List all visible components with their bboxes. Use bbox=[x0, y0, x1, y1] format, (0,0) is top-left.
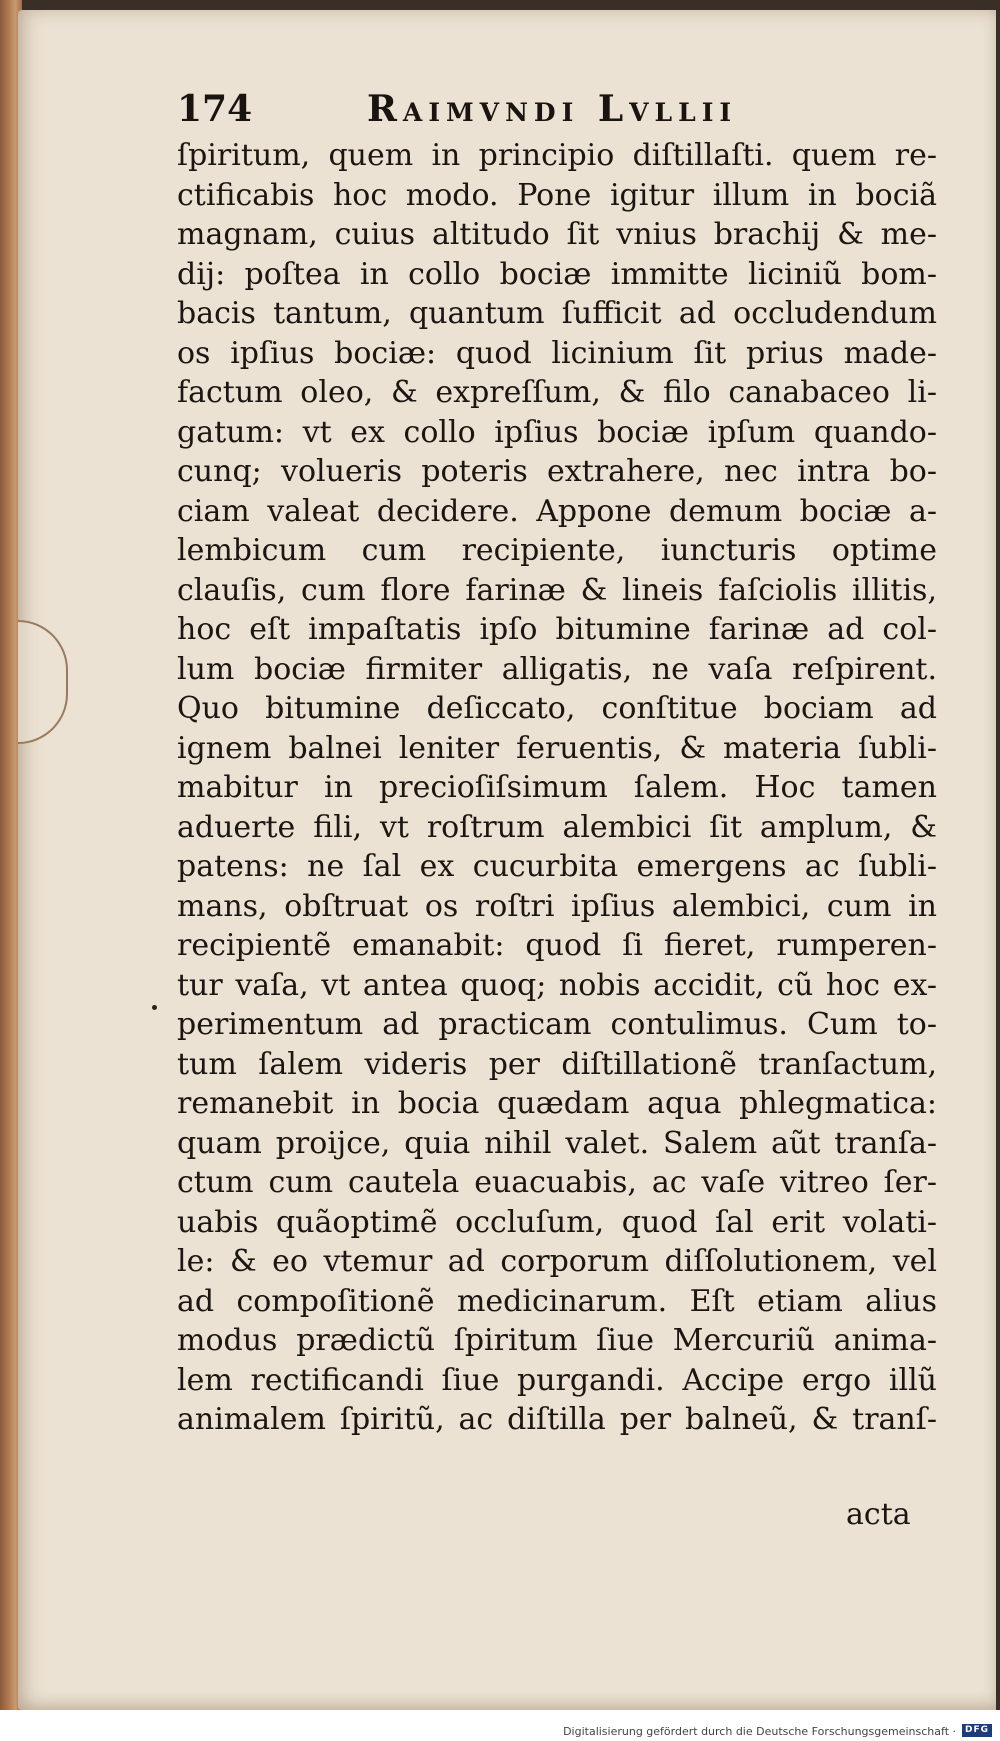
text-line: lem rectificandi ſiue purgandi. Accipe ergo illũ bbox=[177, 1362, 937, 1398]
text-line: bacis tantum, quantum ſufficit ad occludendum bbox=[177, 296, 937, 331]
text-line: ignem balnei leniter feruentis, & materia ſubli- bbox=[177, 730, 937, 766]
text-line: patens: ne ſal ex cucurbita emergens ac ſubli- bbox=[177, 849, 937, 884]
running-title: Raimvndi Lvllii bbox=[367, 88, 738, 130]
text-line: uabis quãoptimẽ occluſum, quod ſal erit volati- bbox=[177, 1204, 937, 1240]
text-line: recipientẽ emanabit: quod ſi fieret, rumperen- bbox=[177, 928, 937, 963]
text-line: cunq; volueris poteris extrahere, nec intra bo- bbox=[177, 454, 937, 489]
text-line: ſpiritum, quem in principio diſtillaſti. quem re- bbox=[177, 138, 937, 173]
page-tab-marker bbox=[18, 620, 68, 744]
text-line: lembicum cum recipiente, iuncturis optime bbox=[177, 533, 937, 568]
digitization-credit: Digitalisierung gefördert durch die Deutsche Forschungsgemeinschaft · bbox=[563, 1725, 956, 1738]
text-line: perimentum ad practicam contulimus. Cum to- bbox=[177, 1007, 937, 1042]
text-line: ctificabis hoc modo. Pone igitur illum in bociã bbox=[177, 177, 937, 213]
text-line: quam proijce, quia nihil valet. Salem aũt tranſa- bbox=[177, 1125, 937, 1161]
text-line: le: & eo vtemur ad corporum diſſolutionem, vel bbox=[177, 1244, 937, 1279]
text-line: modus prædictũ ſpiritum ſiue Mercuriũ anima- bbox=[177, 1323, 937, 1358]
text-line: lum bociæ firmiter alligatis, ne vaſa reſpirent. bbox=[177, 651, 937, 687]
dfg-logo: DFG bbox=[962, 1724, 992, 1737]
text-line: mans, obſtruat os roſtri ipſius alembici, cum in bbox=[177, 888, 937, 924]
margin-mark bbox=[152, 1005, 157, 1010]
text-line: aduerte fili, vt roſtrum alembici ſit amplum, & bbox=[177, 809, 937, 845]
text-line: tum ſalem videris per diſtillationẽ tranſactum, bbox=[177, 1046, 937, 1082]
text-line: os ipſius bociæ: quod licinium ſit prius made- bbox=[177, 335, 937, 371]
text-line: mabitur in precioſiſsimum ſalem. Hoc tamen bbox=[177, 770, 937, 805]
text-line: animalem ſpiritũ, ac diſtilla per balneũ, & tranſ- bbox=[177, 1402, 937, 1437]
text-line: dij: poſtea in collo bociæ immitte liciniũ bom- bbox=[177, 256, 937, 292]
catchword: acta bbox=[846, 1497, 911, 1532]
text-line: clauſis, cum flore farinæ & lineis faſciolis illitis, bbox=[177, 572, 937, 608]
text-line: remanebit in bocia quædam aqua phlegmatica: bbox=[177, 1086, 937, 1121]
text-line: gatum: vt ex collo ipſius bociæ ipſum quando- bbox=[177, 414, 937, 450]
page-number: 174 bbox=[177, 88, 253, 130]
text-line: ad compoſitionẽ medicinarum. Eſt etiam alius bbox=[177, 1283, 937, 1319]
text-line: ctum cum cautela euacuabis, ac vaſe vitreo ſer- bbox=[177, 1165, 937, 1200]
text-line: Quo bitumine deſiccato, conſtitue bociam ad bbox=[177, 691, 937, 726]
text-line: factum oleo, & expreſſum, & filo canabaceo li- bbox=[177, 375, 937, 410]
body-text bbox=[177, 136, 937, 1440]
text-line: ciam valeat decidere. Appone demum bociæ a- bbox=[177, 493, 937, 529]
text-line: magnam, cuius altitudo ſit vnius brachij & me- bbox=[177, 217, 937, 252]
text-line: hoc eſt impaſtatis ipſo bitumine farinæ ad col- bbox=[177, 612, 937, 647]
page-header bbox=[177, 88, 947, 138]
text-line: tur vaſa, vt antea quoq; nobis accidit, cũ hoc ex- bbox=[177, 967, 937, 1003]
